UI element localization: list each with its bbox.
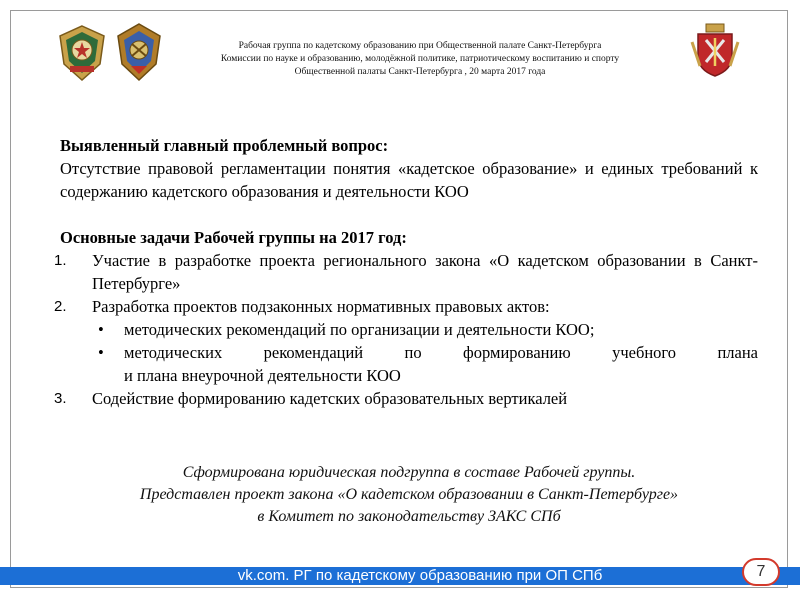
page-number-badge: 7: [742, 558, 780, 586]
header-line-2: Комиссии по науке и образованию, молодёжной политике, патриотическому воспитанию и спорту: [220, 54, 620, 64]
bullet: •: [98, 343, 104, 362]
header-line-3: Общественной палаты Санкт-Петербурга , 20 марта 2017 года: [294, 67, 546, 77]
bullet: •: [98, 320, 104, 339]
summary-line-2: Представлен проект закона «О кадетском образовании в Санкт-Петербурге»: [139, 486, 679, 503]
task-item-3: [54, 387, 758, 410]
header-line-1: Рабочая группа по кадетскому образованию при Общественной палате Санкт-Петербурга: [238, 41, 602, 51]
task-number: 1.: [54, 252, 67, 269]
subtask-item-1: [60, 318, 758, 341]
task-number: 3.: [54, 390, 67, 407]
problem-heading: Выявленный главный проблемный вопрос:: [60, 136, 389, 155]
tasks-heading: Основные задачи Рабочей группы на 2017 год:: [60, 228, 407, 247]
task-item-2: [54, 295, 758, 318]
task-text: Содействие формированию кадетских образовательных вертикалей: [92, 389, 568, 408]
main-content: [54, 134, 758, 410]
subtask-text: методических рекомендаций по организации и деятельности КОО;: [124, 320, 595, 339]
spb-coat-of-arms-icon: [690, 22, 740, 78]
subtask-text-line-1: методических рекомендаций по формированию учебного плана: [124, 343, 758, 362]
summary-line-1: Сформирована юридическая подгруппа в составе Рабочей группы.: [182, 464, 636, 481]
task-item-1: [54, 249, 758, 295]
footer-link[interactable]: vk.com. РГ по кадетскому образованию при ОП СПб: [237, 567, 603, 584]
task-text: Разработка проектов подзаконных нормативных правовых актов:: [92, 297, 550, 316]
summary-line-3: в Комитет по законодательству ЗАКС СПб: [257, 508, 561, 525]
task-number: 2.: [54, 298, 67, 315]
spacer: [60, 203, 758, 226]
problem-text: Отсутствие правовой регламентации понятия «кадетское образование» и единых требований к содержанию кадетского образования и деятельности КОО: [60, 159, 758, 201]
subtask-text-line-2: и плана внеурочной деятельности КОО: [124, 366, 401, 385]
task-text: Участие в разработке проекта регионального закона «О кадетском образовании в Санкт-Петербурге»: [92, 251, 758, 293]
cadet-badge-icon: [114, 22, 164, 82]
subtask-item-2: [60, 341, 758, 387]
header-caption: [185, 40, 655, 79]
summary-note: [60, 462, 758, 528]
cadet-badge-icon: [56, 24, 108, 82]
